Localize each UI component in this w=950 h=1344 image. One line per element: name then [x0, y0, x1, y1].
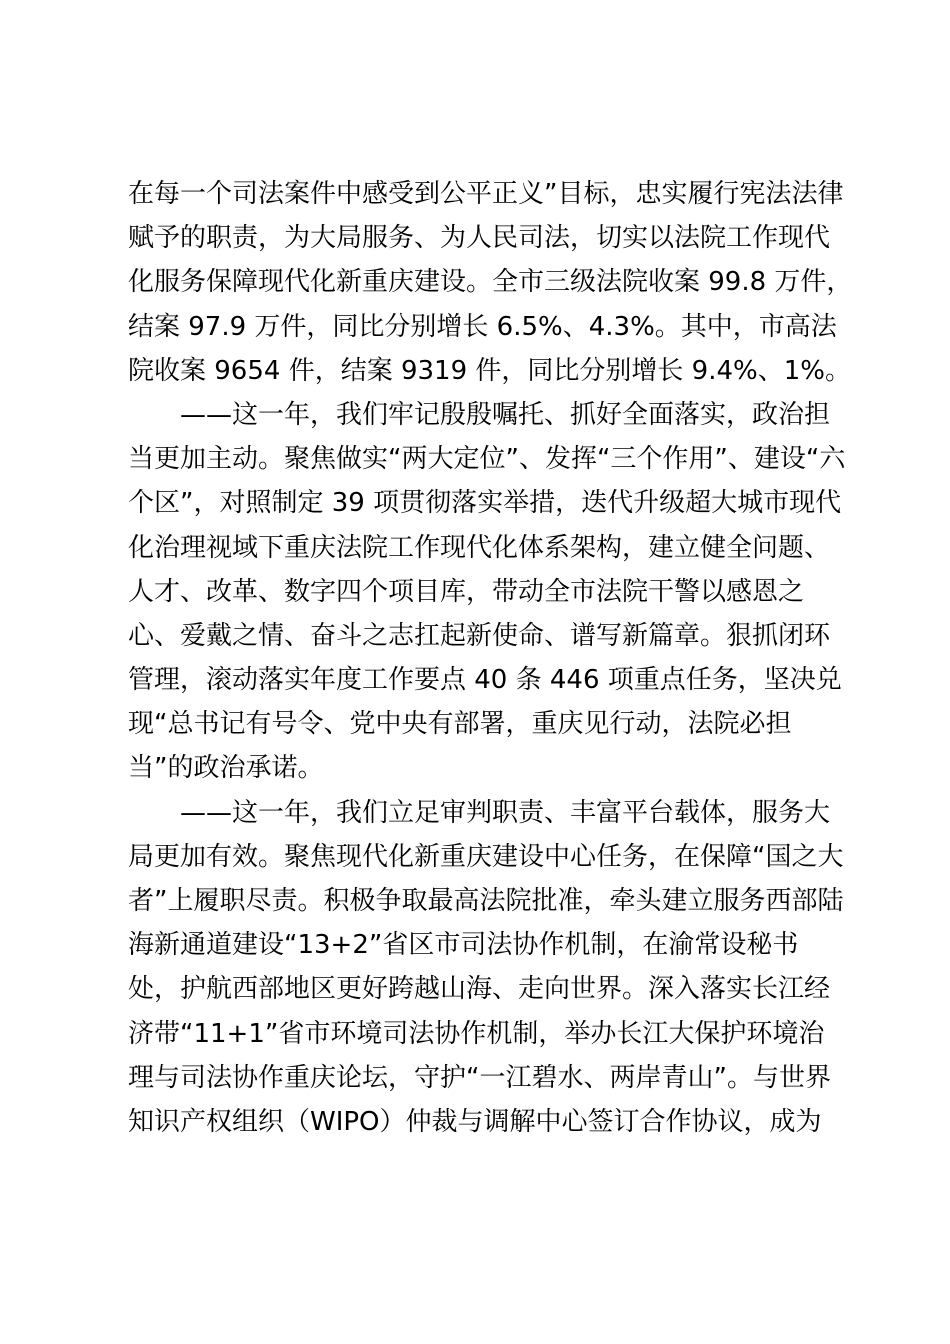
- text-line: 结案 97.9 万件，同比分别增长 6.5%、4.3%。其中，市高法: [128, 311, 837, 342]
- text-line: 理与司法协作重庆论坛，守护“一江碧水、两岸青山”。与世界: [128, 1062, 831, 1093]
- paragraph-start-line: ——这一年，我们牢记殷殷嘱托、抓好全面落实，政治担: [180, 399, 831, 430]
- text-line: 人才、改革、数字四个项目库，带动全市法院干警以感恩之: [128, 576, 805, 607]
- text-line: 院收案 9654 件，结案 9319 件，同比分别增长 9.4%、1%。: [128, 355, 851, 386]
- text-line: 化治理视域下重庆法院工作现代化体系架构，建立健全问题、: [128, 532, 831, 563]
- text-line: 在每一个司法案件中感受到公平正义”目标，忠实履行宪法法律: [128, 179, 844, 209]
- paragraph-start-line: ——这一年，我们立足审判职责、丰富平台载体，服务大: [180, 797, 831, 828]
- text-line: 当”的政治承诺。: [128, 753, 324, 784]
- text-line: 海新通道建设“13+2”省区市司法协作机制，在渝常设秘书: [128, 930, 799, 961]
- text-line: 当更加主动。聚焦做实“两大定位”、发挥“三个作用”、建设“六: [128, 444, 846, 475]
- text-line: 化服务保障现代化新重庆建设。全市三级法院收案 99.8 万件，: [128, 267, 853, 298]
- text-line: 济带“11+1”省市环境司法协作机制，举办长江大保护环境治: [128, 1018, 825, 1049]
- text-line: 个区”，对照制定 39 项贯彻落实举措，迭代升级超大城市现代: [128, 488, 842, 519]
- text-line: 局更加有效。聚焦现代化新重庆建设中心任务，在保障“国之大: [128, 841, 844, 872]
- document-body: [128, 172, 853, 1144]
- text-line: 处，护航西部地区更好跨越山海、走向世界。深入落实长江经: [128, 974, 831, 1005]
- text-line: 赋予的职责，为大局服务、为人民司法，切实以法院工作现代: [128, 223, 831, 254]
- text-line: 管理，滚动落实年度工作要点 40 条 446 项重点任务，坚决兑: [128, 665, 842, 696]
- text-line: 心、爱戴之情、奋斗之志扛起新使命、谱写新篇章。狠抓闭环: [128, 620, 831, 651]
- text-line: 者”上履职尽责。积极争取最高法院批准，牵头建立服务西部陆: [128, 886, 844, 916]
- text-line: 现“总书记有号令、党中央有部署，重庆见行动，法院必担: [128, 709, 792, 740]
- text-line: 知识产权组织（WIPO）仲裁与调解中心签订合作协议，成为: [128, 1106, 822, 1137]
